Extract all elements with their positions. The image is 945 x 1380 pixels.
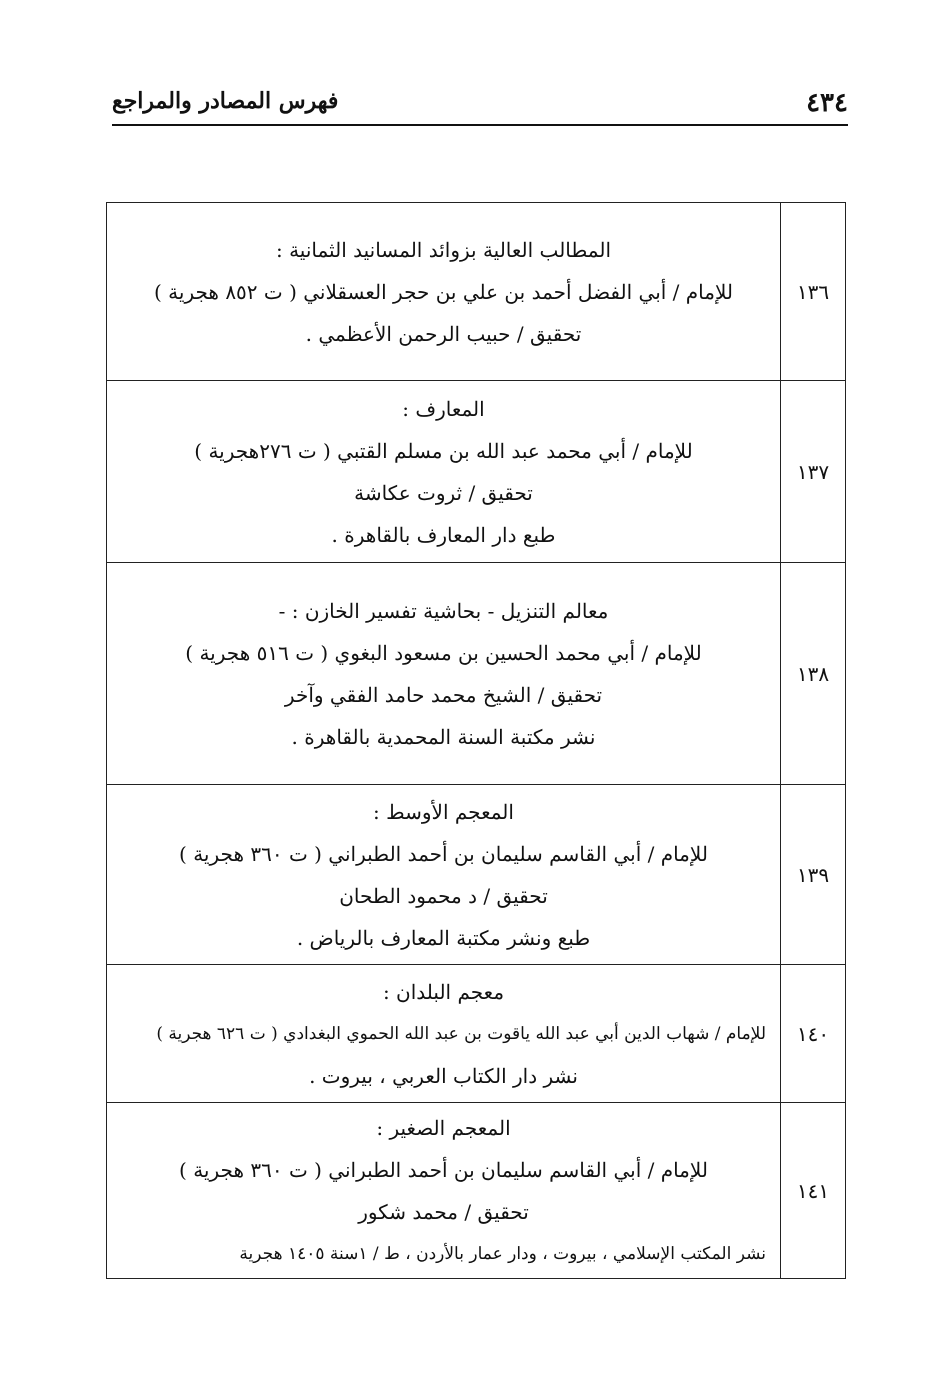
table-row xyxy=(107,381,846,563)
entry-editor: تحقيق / د محمود الطحان xyxy=(339,883,548,908)
entry-number: ١٣٦ xyxy=(781,203,846,381)
page-number: ٤٣٤ xyxy=(806,88,848,118)
entry-number: ١٣٧ xyxy=(781,381,846,563)
entry-editor: تحقيق / ثروت عكاشة xyxy=(354,480,533,505)
entry-publisher: نشر دار الكتاب العربي ، بيروت . xyxy=(309,1063,578,1088)
entry-title: المعارف : xyxy=(402,396,485,421)
entry-publisher: طبع ونشر مكتبة المعارف بالرياض . xyxy=(296,925,591,950)
entry-body xyxy=(107,965,781,1103)
entry-body xyxy=(107,1103,781,1279)
entry-number: ١٣٩ xyxy=(781,785,846,965)
header-rule xyxy=(112,124,848,126)
entry-author: للإمام / أبي الفضل أحمد بن علي بن حجر العسقلاني ( ت ٨٥٢ هجرية ) xyxy=(154,279,733,304)
entry-author: للإمام / أبي محمد الحسين بن مسعود البغوي ( ت ٥١٦ هجرية ) xyxy=(185,640,702,665)
table-row xyxy=(107,563,846,785)
entry-title: المعجم الصغير : xyxy=(376,1115,511,1140)
entry-editor: تحقيق / محمد شكور xyxy=(358,1199,529,1224)
references-table xyxy=(106,202,846,1279)
entry-author: للإمام / أبي القاسم سليمان بن أحمد الطبراني ( ت ٣٦٠ هجرية ) xyxy=(179,841,708,866)
entry-title: معالم التنزيل - بحاشية تفسير الخازن : - xyxy=(278,598,609,623)
entry-author: للإمام / أبي محمد عبد الله بن مسلم القتبي ( ت ٢٧٦هجرية ) xyxy=(194,438,693,463)
entry-number: ١٤٠ xyxy=(781,965,846,1103)
page-header xyxy=(112,82,848,124)
table-row xyxy=(107,1103,846,1279)
table-row xyxy=(107,785,846,965)
entry-editor: تحقيق / حبيب الرحمن الأعظمي . xyxy=(305,321,582,346)
entry-body xyxy=(107,203,781,381)
entry-number: ١٣٨ xyxy=(781,563,846,785)
entry-title: المعجم الأوسط : xyxy=(373,799,514,824)
entry-author: للإمام / أبي القاسم سليمان بن أحمد الطبراني ( ت ٣٦٠ هجرية ) xyxy=(179,1157,708,1182)
table-row xyxy=(107,965,846,1103)
entry-title: المطالب العالية بزوائد المسانيد الثمانية : xyxy=(275,237,611,262)
entry-author: للإمام / شهاب الدين أبي عبد الله ياقوت بن عبد الله الحموي البغدادي ( ت ٦٢٦ هجرية ) xyxy=(156,1023,766,1044)
entry-publisher: نشر المكتب الإسلامي ، بيروت ، ودار عمار بالأردن ، ط / ١سنة ١٤٠٥ هجرية xyxy=(239,1243,766,1264)
entry-body xyxy=(107,381,781,563)
entry-publisher: نشر مكتبة السنة المحمدية بالقاهرة . xyxy=(291,724,596,749)
entry-body xyxy=(107,785,781,965)
entry-publisher: طبع دار المعارف بالقاهرة . xyxy=(331,522,556,547)
entry-number: ١٤١ xyxy=(781,1103,846,1279)
running-title: فهرس المصادر والمراجع xyxy=(112,88,339,114)
entry-editor: تحقيق / الشيخ محمد حامد الفقي وآخر xyxy=(284,682,603,707)
table-row xyxy=(107,203,846,381)
entry-title: معجم البلدان : xyxy=(382,979,505,1004)
entry-body xyxy=(107,563,781,785)
